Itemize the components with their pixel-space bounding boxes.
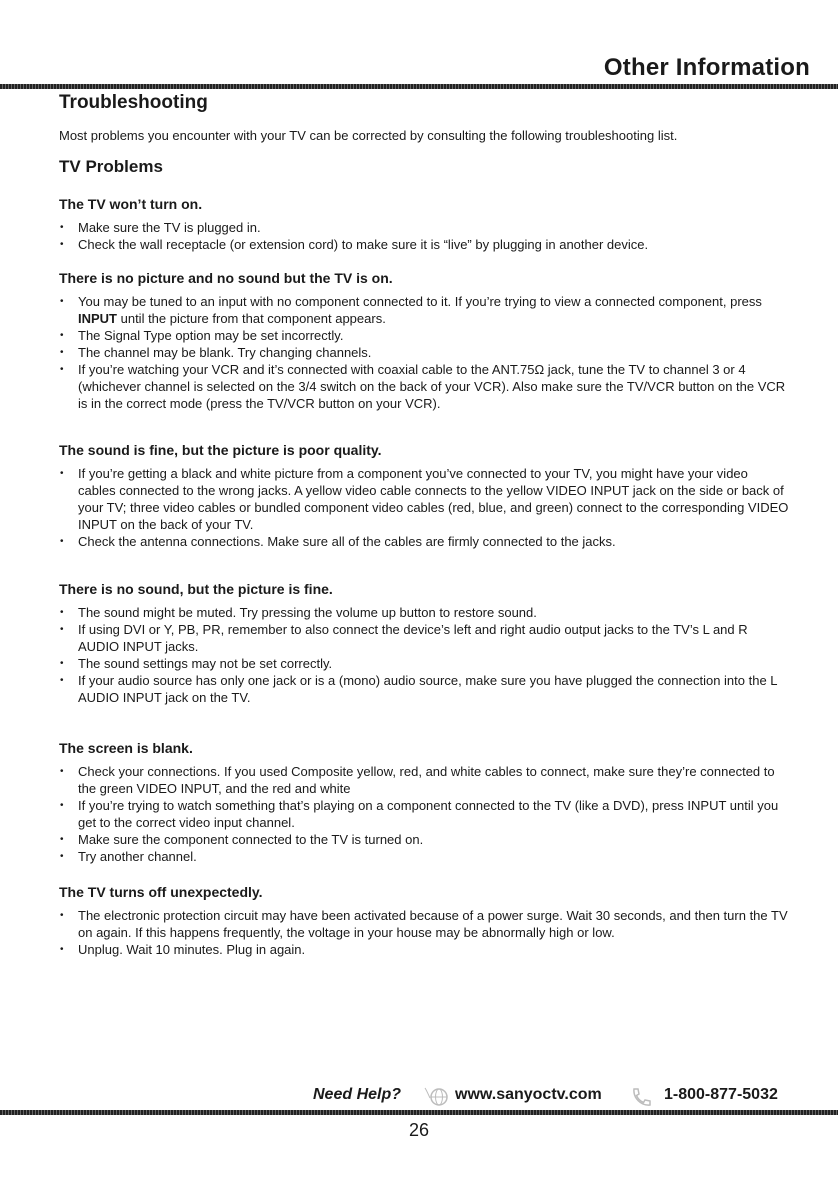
solution-list — [59, 293, 789, 412]
help-footer — [0, 1086, 838, 1108]
problem-poor-picture — [59, 442, 789, 550]
section-heading: TV Problems — [59, 157, 163, 176]
phone-number: 1-800-877-5032 — [664, 1086, 778, 1103]
list-item: • Make sure the component connected to the TV is turned on. — [59, 831, 789, 848]
list-item: • Make sure the TV is plugged in. — [59, 219, 789, 236]
problem-no-picture-no-sound — [59, 270, 789, 412]
list-item: • The sound settings may not be set correctly. — [59, 655, 789, 672]
list-item: • The sound might be muted. Try pressing the volume up button to restore sound. — [59, 604, 789, 621]
list-item: • If you’re getting a black and white picture from a component you’ve connected to your TV, you might have your video cables connected to the wrong jacks. A yellow video cable connects to the yellow VIDEO INPUT jack on the side or back of your TV; three video cables or bundled component video cables (red, blue, and green) connect to the corresponding VIDEO INPUT on the back of your TV. — [59, 465, 789, 533]
problem-turns-off — [59, 884, 789, 958]
page-title: Troubleshooting — [59, 92, 208, 113]
list-item: • Check the antenna connections. Make sure all of the cables are firmly connected to the jacks. — [59, 533, 789, 550]
list-item: • The Signal Type option may be set incorrectly. — [59, 327, 789, 344]
solution-list — [59, 219, 789, 253]
list-item: • If your audio source has only one jack or is a (mono) audio source, make sure you have plugged the connection into the L AUDIO INPUT jack on the TV. — [59, 672, 789, 706]
list-item: • Try another channel. — [59, 848, 789, 865]
solution-list — [59, 604, 789, 706]
solution-list — [59, 763, 789, 865]
main-content — [59, 92, 789, 958]
list-item: • Check the wall receptacle (or extension cord) to make sure it is “live” by plugging in another device. — [59, 236, 789, 253]
problem-title: There is no picture and no sound but the TV is on. — [59, 270, 393, 286]
solution-list — [59, 907, 789, 958]
problem-title: There is no sound, but the picture is fine. — [59, 581, 333, 597]
input-button-name: INPUT — [78, 311, 117, 326]
intro-text: Most problems you encounter with your TV can be corrected by consulting the following troubleshooting list. — [59, 128, 678, 143]
website-link[interactable]: www.sanyoctv.com — [455, 1086, 602, 1103]
solution-list — [59, 465, 789, 550]
problem-title: The TV turns off unexpectedly. — [59, 884, 263, 900]
phone-icon — [627, 1086, 655, 1108]
problem-tv-wont-turn-on — [59, 196, 789, 253]
footer-divider — [0, 1110, 838, 1115]
problem-title: The TV won’t turn on. — [59, 196, 203, 212]
list-item: • The electronic protection circuit may have been activated because of a power surge. Wait 30 seconds, and then turn the TV on again. If this happens frequently, the voltage in your house may be abnormally high or low. — [59, 907, 789, 941]
need-help-label: Need Help? — [313, 1086, 402, 1103]
list-item: • The channel may be blank. Try changing channels. — [59, 344, 789, 361]
list-item: • Check your connections. If you used Composite yellow, red, and white cables to connect, make sure they’re connected to the green VIDEO INPUT, and the red and white — [59, 763, 789, 797]
page-header-title: Other Information — [603, 54, 810, 81]
globe-icon — [422, 1086, 450, 1108]
page-number: 26 — [408, 1120, 430, 1140]
list-item: • If you’re trying to watch something that’s playing on a component connected to the TV (like a DVD), press INPUT until you get to the correct video input channel. — [59, 797, 789, 831]
list-item: • You may be tuned to an input with no component connected to it. If you’re trying to view a connected component, press INPUT until the picture from that component appears. — [59, 293, 789, 327]
problem-no-sound — [59, 581, 789, 706]
header-divider — [0, 84, 838, 89]
list-item: • If you’re watching your VCR and it’s connected with coaxial cable to the ANT.75Ω jack, tune the TV to channel 3 or 4 (whichever channel is selected on the 3/4 switch on the back of your VCR). Also make sure the TV/VCR button on the VCR is in the correct mode (press the TV/VCR button on your VCR). — [59, 361, 789, 412]
list-item: • Unplug. Wait 10 minutes. Plug in again. — [59, 941, 789, 958]
problem-title: The screen is blank. — [59, 740, 193, 756]
problem-title: The sound is fine, but the picture is poor quality. — [59, 442, 382, 458]
problem-blank-screen — [59, 740, 789, 865]
list-item: • If using DVI or Y, PB, PR, remember to also connect the device’s left and right audio output jacks to the TV’s L and R AUDIO INPUT jacks. — [59, 621, 789, 655]
